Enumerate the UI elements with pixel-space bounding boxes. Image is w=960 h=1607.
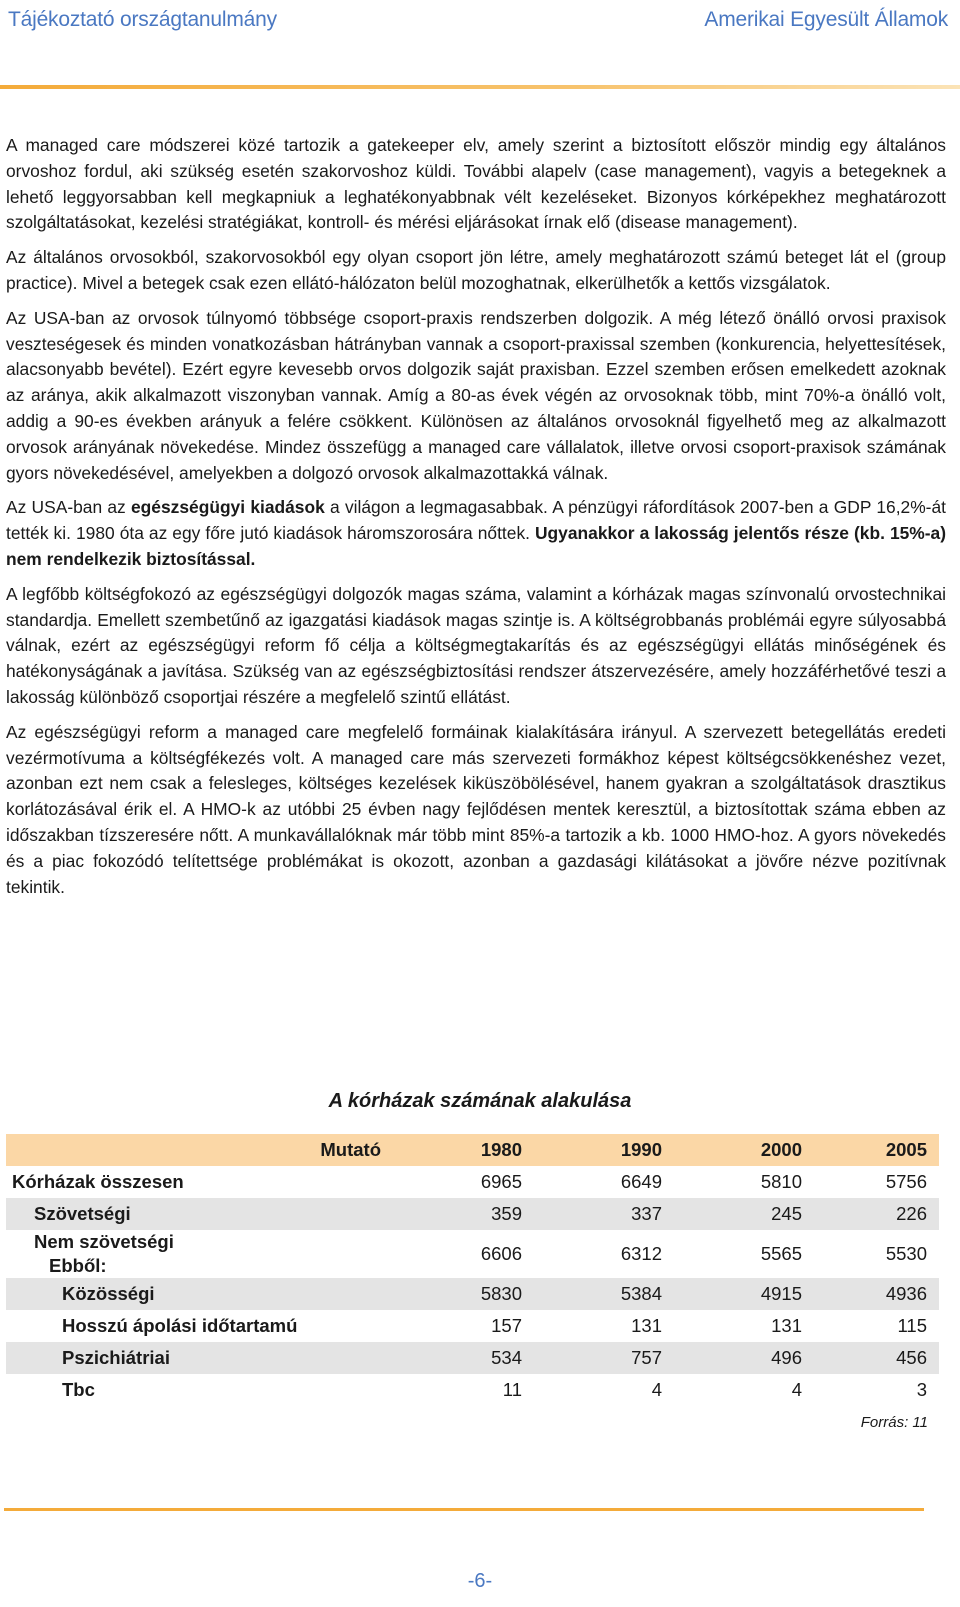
cell-value: 5810 <box>760 1171 802 1192</box>
table-row <box>6 1198 939 1230</box>
row-label-main: Nem szövetségi <box>34 1231 174 1252</box>
cell-value: 6606 <box>480 1243 522 1264</box>
paragraph-health-spending <box>6 495 946 572</box>
cell-value: 5756 <box>885 1171 927 1192</box>
row-label: Kórházak összesen <box>12 1171 184 1192</box>
cell-value: 359 <box>399 1198 534 1230</box>
table-row <box>6 1166 939 1198</box>
hospital-count-table <box>6 1134 939 1406</box>
table-row <box>6 1310 939 1342</box>
cell-value: 6965 <box>480 1171 522 1192</box>
table-row <box>6 1374 939 1406</box>
row-label: Szövetségi <box>6 1198 399 1230</box>
paragraph-cost-drivers: A legfőbb költségfokozó az egészségügyi dolgozók magas száma, valamint a kórházak magas színvonalú orvostechnikai standardja. Emellett szembetűnő az igazgatási kiadások magas szintje is. A költségrobbanás problémái egyre súlyosabbá válnak, ezért az egészségügyi reform fő célja a költségmegtakarítás és az egészségügyi ellátás minőségének és hatékonyságának a javítása. Szükség van az egészségbiztosítási rendszer átszervezésére, amely hozzáférhetővé teszi a lakosság különböző csoportjai részére a megfelelő szintű ellátást. <box>6 583 946 707</box>
paragraph-health-spending-part-a: Az USA-ban az <box>6 497 132 518</box>
cell-value: 3 <box>916 1379 927 1400</box>
cell-value: 4 <box>651 1379 662 1400</box>
row-label: Hosszú ápolási időtartamú <box>62 1315 298 1336</box>
table-header-row <box>6 1134 939 1166</box>
table-row <box>6 1278 939 1310</box>
table-title: A kórházak számának alakulása <box>328 1090 632 1112</box>
cell-value: 4936 <box>814 1278 939 1310</box>
row-label-sub: Ebből: <box>49 1255 107 1276</box>
cell-value: 131 <box>631 1315 662 1336</box>
cell-value: 226 <box>814 1198 939 1230</box>
column-header-1980: 1980 <box>399 1134 534 1166</box>
row-label: Közösségi <box>6 1278 399 1310</box>
cell-value: 5565 <box>760 1243 802 1264</box>
header-divider <box>0 85 960 89</box>
row-label <box>6 1230 399 1278</box>
cell-value: 5530 <box>885 1243 927 1264</box>
paragraph-health-spending-bold-sentence: Ugyanakkor a lakosság jelentős része (kb. 15%-a) nem rendelkezik biztosítással. <box>6 523 947 569</box>
cell-value: 6649 <box>620 1171 662 1192</box>
footer-divider <box>4 1508 924 1511</box>
table-source-note: Forrás: 11 <box>860 1414 928 1431</box>
cell-value: 534 <box>399 1342 534 1374</box>
cell-value: 11 <box>502 1379 522 1400</box>
column-header-indicator: Mutató <box>6 1134 399 1166</box>
document-body <box>6 133 946 909</box>
table-row <box>6 1342 939 1374</box>
header-document-title: Tájékoztató országtanulmány <box>8 8 277 31</box>
paragraph-physicians: Az USA-ban az orvosok túlnyomó többsége csoport-praxis rendszerben dolgozik. A még létező önálló orvosi praxisok veszteségesek és minden vonatkozásban hátrányban vannak a csoport-praxissal szemben (konkurencia, helyettesítések, alacsonyabb bevétel). Ezért egyre kevesebb orvos dolgozik saját praxisban. Ezzel szemben erősen emelkedett azoknak az aránya, akik alkalmazott viszonyban vannak. Amíg a 80-as évek végén az orvosoknak több, mint 70%-a önálló volt, addig a 90-es években arányuk a felére csökkent. Különösen az általános orvosoknál figyelhető meg az alkalmazott orvosok arányának növekedése. Mindez összefügg a managed care vállalatok, illetve orvosi csoport-praxisok számának gyors növekedésével, amelyekben a dolgozó orvosok alkalmazottakká válnak. <box>6 307 946 483</box>
cell-value: 4 <box>791 1379 802 1400</box>
cell-value: 496 <box>674 1342 814 1374</box>
column-header-2005: 2005 <box>814 1134 939 1166</box>
page-number: -6- <box>467 1570 493 1592</box>
paragraph-health-reform: Az egészségügyi reform a managed care megfelelő formáinak kialakítására irányul. A szervezett betegellátás eredeti vezérmotívuma a költségfékezés volt. A managed care más szervezeti formákhoz képest költségcsökkenéshez vezet, azonban ezt nem csak a felesleges, költséges kezelések kiküszöbölésével, hanem gyakran a szolgáltatások drasztikus korlátozásával érik el. A HMO-k az utóbbi 25 évben nagy fejlődésen mentek keresztül, a biztosítottak száma ebben az időszakban tízszeresére nőtt. A munkavállalóknak már több mint 85%-a tartozik a kb. 1000 HMO-hoz. A gyors növekedés és a piac fokozódó telítettsége problémákat is okozott, azonban a gazdasági kilátásokat a jövőre nézve pozitívnak tekintik. <box>6 721 946 897</box>
cell-value: 115 <box>897 1315 927 1336</box>
paragraph-health-spending-bold-term: egészségügyi kiadások <box>131 497 325 518</box>
column-header-1990: 1990 <box>534 1134 674 1166</box>
cell-value: 5830 <box>399 1278 534 1310</box>
cell-value: 4915 <box>674 1278 814 1310</box>
cell-value: 157 <box>491 1315 522 1336</box>
paragraph-health-spending-part-c: a világon a legmagasabbak. A pénzügyi ráfordítások 2007-ben a GDP 16,2%-át tették ki. 1980 óta az egy főre jutó kiadások háromszorosára nőttek. <box>6 497 946 544</box>
row-label: Tbc <box>62 1379 95 1400</box>
table-row <box>6 1230 939 1278</box>
cell-value: 5384 <box>534 1278 674 1310</box>
paragraph-group-practice: Az általános orvosokból, szakorvosokból egy olyan csoport jön létre, amely meghatározott számú beteget lát el (group practice). Mivel a betegek csak ezen ellátó-hálózaton belül mozoghatnak, elkerülhetők a kettős vizsgálatok. <box>6 247 946 293</box>
cell-value: 337 <box>534 1198 674 1230</box>
cell-value: 757 <box>534 1342 674 1374</box>
cell-value: 131 <box>771 1315 802 1336</box>
header-country-title: Amerikai Egyesült Államok <box>704 8 948 31</box>
row-label: Pszichiátriai <box>6 1342 399 1374</box>
cell-value: 456 <box>814 1342 939 1374</box>
column-header-2000: 2000 <box>674 1134 814 1166</box>
cell-value: 245 <box>674 1198 814 1230</box>
cell-value: 6312 <box>620 1243 662 1264</box>
paragraph-managed-care: A managed care módszerei közé tartozik a gatekeeper elv, amely szerint a biztosított először mindig egy általános orvoshoz fordul, aki szükség esetén szakorvoshoz küldi. További alapelv (case management), vagyis a betegeknek a lehető leggyorsabban kell megkapniuk a leghatékonyabbnak vélt kezeléseket. Bizonyos kórképekhez meghatározott szolgáltatásokat, kezelési stratégiákat, kontroll- és mérési eljárásokat írnak elő (disease management). <box>6 135 946 233</box>
page-header <box>8 4 948 36</box>
